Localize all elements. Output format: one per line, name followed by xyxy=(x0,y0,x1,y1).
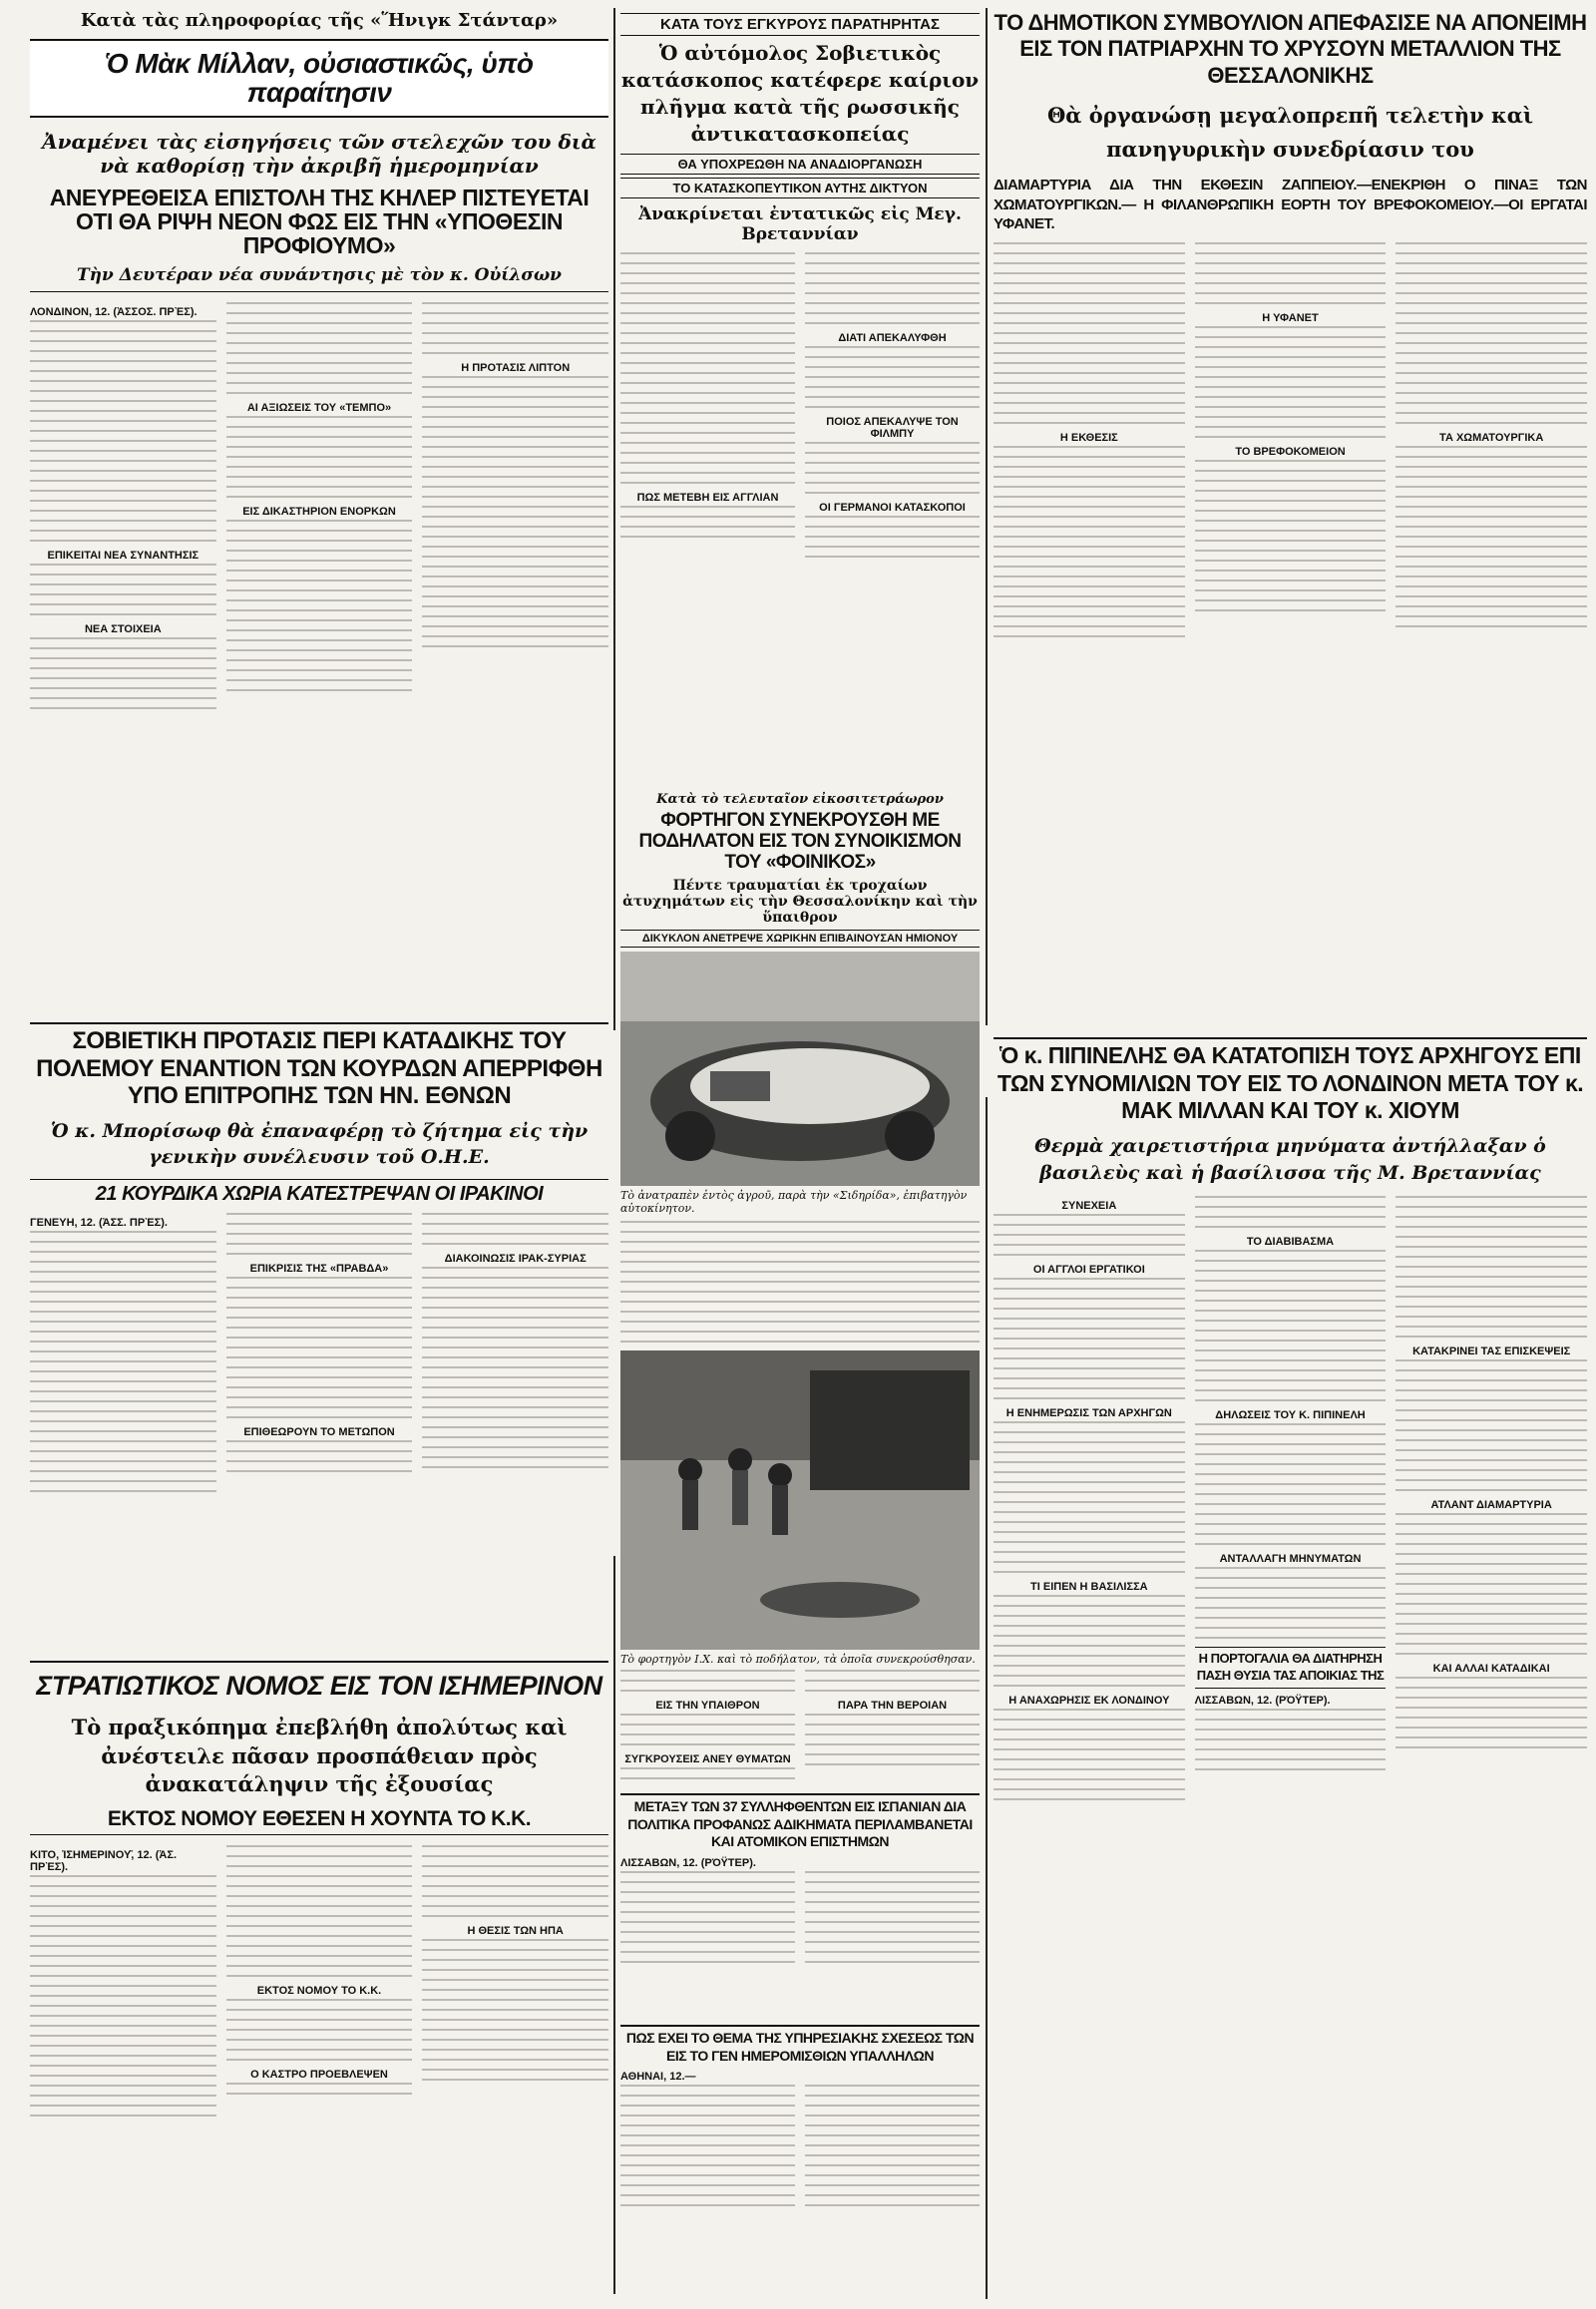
article-spy xyxy=(620,10,980,783)
article-accident xyxy=(620,788,980,1785)
headline: ΣΤΡΑΤΙΩΤΙΚΟΣ ΝΟΜΟΣ ΕΙΣ ΤΟΝ ΙΣΗΜΕΡΙΝΟΝ xyxy=(36,1671,602,1701)
section-heading: ΤΑ ΧΩΜΑΤΟΥΡΓΙΚΑ xyxy=(1439,431,1544,444)
subheadline: Θὰ ὀργανώσῃ μεγαλοπρεπῆ τελετὴν καὶ πανηγυρικὴν συνεδρίασιν του xyxy=(1046,103,1534,162)
headline: Ὁ κ. ΠΙΠΙΝΕΛΗΣ ΘΑ ΚΑΤΑΤΟΠΙΣΗ ΤΟΥΣ ΑΡΧΗΓΟΥΣ ΕΠΙ ΤΩΝ ΣΥΝΟΜΙΛΙΩΝ ΤΟΥ ΕΙΣ ΤΟ ΛΟΝΔΙΝΟΝ ΜΕΤΑ ΤΟΥ κ. ΜΑΚ ΜΙΛΛΑΝ ΚΑΙ ΤΟΥ κ. ΧΙΟΥΜ xyxy=(997,1042,1584,1124)
deck: ΔΙΚΥΚΛΟΝ ΑΝΕΤΡΕΨΕ ΧΩΡΙΚΗΝ ΕΠΙΒΑΙΝΟΥΣΑΝ ΗΜΙΟΝΟΥ xyxy=(620,930,980,948)
text-column xyxy=(620,1670,795,1785)
headline: ΤΟ ΔΗΜΟΤΙΚΟΝ ΣΥΜΒΟΥΛΙΟΝ ΑΠΕΦΑΣΙΣΕ ΝΑ ΑΠΟΝΕΙΜΗ ΕΙΣ ΤΟΝ ΠΑΤΡΙΑΡΧΗΝ ΤΟ ΧΡΥΣΟΥΝ ΜΕΤΑΛΛΙΟΝ ΤΗΣ ΘΕΣΣΑΛΟΝΙΚΗΣ xyxy=(994,10,1587,88)
dateline: ΛΟΝΔΙΝΟΝ, 12. (ἈΣΣΟΣ. ΠΡῈΣ). xyxy=(30,306,198,319)
text-column xyxy=(226,1845,413,2124)
text-column xyxy=(805,1670,980,1785)
article-body xyxy=(620,2085,980,2214)
section-heading: Η ΥΦΑΝΕΤ xyxy=(1262,311,1319,324)
section-heading: ΚΑΙ ΑΛΛΑΙ ΚΑΤΑΔΙΚΑΙ xyxy=(1432,1662,1550,1675)
deck: ΘΑ ΥΠΟΧΡΕΩΘΗ ΝΑ ΑΝΑΔΙΟΡΓΑΝΩΣΗ xyxy=(620,154,980,175)
article-body xyxy=(30,1845,608,2124)
headline-secondary: ΑΝΕΥΡΕΘΕΙΣΑ ΕΠΙΣΤΟΛΗ ΤΗΣ ΚΗΛΕΡ ΠΙΣΤΕΥΕΤΑΙ ΟΤΙ ΘΑ ΡΙΨΗ ΝΕΟΝ ΦΩΣ ΕΙΣ ΤΗΝ «ΥΠΟΘΕΣΙΝ ΠΡΟΦΙΟΥΜΟ» xyxy=(49,184,590,259)
article-body xyxy=(620,1871,980,1971)
subheadline-secondary: Τὴν Δευτέραν νέα συνάντησις μὲ τὸν κ. Οὐίλσων xyxy=(30,265,608,292)
column-rule xyxy=(986,8,988,1025)
headline: ΜΕΤΑΞΥ ΤΩΝ 37 ΣΥΛΛΗΦΘΕΝΤΩΝ ΕΙΣ ΙΣΠΑΝΙΑΝ ΔΙΑ ΠΟΛΙΤΙΚΑ ΠΡΟΦΑΝΩΣ ΑΔΙΚΗΜΑΤΑ ΠΕΡΙΛΑΜΒΑΝΕΤΑΙ ΚΑΙ ΑΤΟΜΙΚΟΝ ΕΠΙΣΤΗΜΩΝ xyxy=(627,1798,973,1849)
section-heading: ΔΙΑΚΟΙΝΩΣΙΣ ΙΡΑΚ-ΣΥΡΙΑΣ xyxy=(444,1252,587,1265)
section-heading: ΠΩΣ ΜΕΤΕΒΗ ΕΙΣ ΑΓΓΛΙΑΝ xyxy=(636,492,779,504)
subheadline: Τὸ πραξικόπημα ἐπεβλήθη ἀπολύτως καὶ ἀνέστειλε πᾶσαν προσπάθειαν πρὸς ἀνακατάληψιν τῆς ἐξουσίας xyxy=(71,1715,568,1797)
section-divider xyxy=(994,1037,1587,1039)
text-column xyxy=(1396,242,1587,645)
section-heading: ΟΙ ΓΕΡΜΑΝΟΙ ΚΑΤΑΣΚΟΠΟΙ xyxy=(819,502,966,514)
section-heading: ΕΙΣ ΔΙΚΑΣΤΗΡΙΟΝ ΕΝΟΡΚΩΝ xyxy=(242,506,396,519)
section-heading: ΕΚΤΟΣ ΝΟΜΟΥ ΤΟ Κ.Κ. xyxy=(256,1985,382,1998)
section-heading: ΣΥΝΕΧΕΙΑ xyxy=(1061,1199,1117,1212)
text-column xyxy=(1195,1196,1387,1808)
text-column xyxy=(30,1845,216,2124)
article-kicker: Κατὰ τὸ τελευταῖον εἰκοσιτετράωρον xyxy=(656,792,944,807)
section-heading: Η ΠΡΟΤΑΣΙΣ ΛΙΠΤΟΝ xyxy=(461,362,571,375)
column-rule xyxy=(613,8,615,1030)
section-heading: ΟΙ ΑΓΓΛΟΙ ΕΡΓΑΤΙΚΟΙ xyxy=(1032,1263,1145,1276)
deck: ΤΟ ΚΑΤΑΣΚΟΠΕΥΤΙΚΟΝ ΑΥΤΗΣ ΔΙΚΤΥΟΝ xyxy=(620,178,980,198)
article-patriarch xyxy=(994,10,1587,967)
subheadline: Πέντε τραυματίαι ἐκ τροχαίων ἀτυχημάτων εἰς τὴν Θεσσαλονίκην καὶ τὴν ὕπαιθρον xyxy=(622,877,978,926)
article-kicker: ΚΑΤΑ ΤΟΥΣ ΕΓΚΥΡΟΥΣ ΠΑΡΑΤΗΡΗΤΑΣ xyxy=(620,13,980,36)
section-heading: ΔΙΑΤΙ ΑΠΕΚΑΛΥΦΘΗ xyxy=(838,332,947,344)
text-column xyxy=(620,252,795,566)
section-heading: ΔΗΛΩΣΕΙΣ ΤΟΥ Κ. ΠΙΠΙΝΕΛΗ xyxy=(1215,1408,1366,1421)
article-body xyxy=(620,1670,980,1785)
text-column xyxy=(422,302,608,717)
section-heading: ΝΕΑ ΣΤΟΙΧΕΙΑ xyxy=(84,623,162,636)
text-column xyxy=(30,302,216,717)
text-column xyxy=(620,2085,795,2214)
section-heading: ΕΠΙΚΡΙΣΙΣ ΤΗΣ «ΠΡΑΒΔΑ» xyxy=(249,1262,389,1275)
dateline: ΛΙΣΣΑΒΩΝ, 12. (ΡΌΫΤΕΡ). xyxy=(620,1856,756,1869)
photo-caption: Τὸ φορτηγὸν Ι.Χ. καὶ τὸ ποδήλατον, τὰ ὁποῖα συνεκρούσθησαν. xyxy=(620,1652,976,1666)
dateline: ΛΙΣΣΑΒΩΝ, 12. (ΡΌΫΤΕΡ). xyxy=(1194,1694,1331,1707)
photo-car xyxy=(620,952,980,1186)
collision-scene-image xyxy=(620,1350,980,1650)
section-divider xyxy=(30,1022,608,1024)
article-spain xyxy=(620,1798,980,2018)
article-employees xyxy=(620,2030,980,2299)
section-divider xyxy=(30,1661,608,1663)
text-column xyxy=(805,1871,980,1971)
text-column xyxy=(994,1196,1185,1808)
subheadline: Θερμὰ χαιρετιστήρια μηνύματα ἀντήλλαξαν ὁ βασιλεὺς καὶ ἡ βασίλισσα τῆς Μ. Βρεταννίας xyxy=(1034,1134,1546,1185)
dateline: ΚΙΤΟ, ἸΣΗΜΕΡΙΝΟΥ͂, 12. (ἈΣ. ΠΡῈΣ). xyxy=(30,1849,178,1874)
column-rule xyxy=(986,1097,988,2299)
article-body xyxy=(994,242,1587,645)
section-heading: ΤΟ ΔΙΑΒΙΒΑΣΜΑ xyxy=(1246,1235,1335,1248)
headline: Ὁ αὐτόμολος Σοβιετικὸς κατάσκοπος κατέφερε καίριον πλῆγμα κατὰ τῆς ρωσσικῆς ἀντικατασκοπείας xyxy=(620,41,980,146)
section-heading: Η ΕΝΗΜΕΡΩΣΙΣ ΤΩΝ ΑΡΧΗΓΩΝ xyxy=(1005,1406,1172,1419)
section-heading: ΤΙ ΕΙΠΕΝ Η ΒΑΣΙΛΙΣΣΑ xyxy=(1030,1580,1148,1593)
article-ecuador xyxy=(30,1668,608,2301)
subheadline: Ἀναμένει τὰς εἰσηγήσεις τῶν στελεχῶν του διὰ νὰ καθορίσῃ τὴν ἀκριβῆ ἡμερομηνίαν xyxy=(42,129,597,178)
photo-caption: Τὸ ἀνατραπὲν ἐντὸς ἀγροῦ, παρὰ τὴν «Σιδηρίδα», ἐπιβατηγὸν αὐτοκίνητον. xyxy=(620,1188,968,1215)
headline: Ὁ Μὰκ Μίλλαν, οὐσιαστικῶς, ὑπὸ παραίτησιν xyxy=(30,39,608,118)
text-column xyxy=(1195,242,1387,645)
text-column xyxy=(1396,1196,1587,1808)
section-divider xyxy=(620,2025,980,2027)
headline-secondary: 21 ΚΟΥΡΔΙΚΑ ΧΩΡΙΑ ΚΑΤΕΣΤΡΕΨΑΝ ΟΙ ΙΡΑΚΙΝΟΙ xyxy=(30,1179,608,1205)
photo-truck xyxy=(620,1350,980,1650)
article-macmillan xyxy=(30,10,608,1012)
text-column xyxy=(226,1213,413,1500)
section-heading: ΕΠΙΚΕΙΤΑΙ ΝΕΑ ΣΥΝΑΝΤΗΣΙΣ xyxy=(47,550,200,563)
dateline: ΓΕΝΕΥΗ, 12. (ἈΣΣ. ΠΡῈΣ). xyxy=(30,1216,168,1229)
headline: ΣΟΒΙΕΤΙΚΗ ΠΡΟΤΑΣΙΣ ΠΕΡΙ ΚΑΤΑΔΙΚΗΣ ΤΟΥ ΠΟΛΕΜΟΥ ΕΝΑΝΤΙΟΝ ΤΩΝ ΚΟΥΡΔΩΝ ΑΠΕΡΡΙΦΘΗ ΥΠΟ ΕΠΙΤΡΟΠΗΣ ΤΩΝ ΗΝ. ΕΘΝΩΝ xyxy=(36,1027,602,1110)
section-heading: ΑΤΛΑΝΤ ΔΙΑΜΑΡΤΥΡΙΑ xyxy=(1430,1498,1552,1511)
article-kicker: Κατὰ τὰς πληροφορίας τῆς «Ἥνιγκ Στάνταρ» xyxy=(80,10,559,31)
section-heading: ΚΑΤΑΚΡΙΝΕΙ ΤΑΣ ΕΠΙΣΚΕΨΕΙΣ xyxy=(1412,1345,1571,1357)
section-heading: ΑΙ ΑΞΙΩΣΕΙΣ ΤΟΥ «ΤΕΜΠΟ» xyxy=(246,402,392,415)
article-pipinelis xyxy=(994,1042,1587,2299)
text-column xyxy=(620,1871,795,1971)
headline: Η ΠΟΡΤΟΓΑΛΙΑ ΘΑ ΔΙΑΤΗΡΗΣΗ ΠΑΣΗ ΘΥΣΙΑ ΤΑΣ ΑΠΟΙΚΙΑΣ ΤΗΣ xyxy=(1195,1647,1387,1689)
text-column xyxy=(422,1845,608,2124)
section-heading: Η ΑΝΑΧΩΡΗΣΙΣ ΕΚ ΛΟΝΔΙΝΟΥ xyxy=(1008,1694,1170,1707)
overturned-car-image xyxy=(620,952,980,1186)
subheadline: Ὁ κ. Μπορίσωφ θὰ ἐπαναφέρῃ τὸ ζήτημα εἰς τὴν γενικὴν συνέλευσιν τοῦ Ο.Η.Ε. xyxy=(50,1119,589,1169)
section-heading: Ο ΚΑΣΤΡΟ ΠΡΟΕΒΛΕΨΕΝ xyxy=(250,2069,388,2082)
text-column xyxy=(30,1213,216,1500)
section-heading: ΕΠΙΘΕΩΡΟΥΝ ΤΟ ΜΕΤΩΠΟΝ xyxy=(243,1425,395,1438)
article-body xyxy=(30,1213,608,1500)
section-heading: ΑΝΤΑΛΛΑΓΗ ΜΗΝΥΜΑΤΩΝ xyxy=(1219,1552,1362,1565)
section-divider xyxy=(620,1793,980,1795)
text-column xyxy=(805,252,980,566)
section-heading: ΣΥΓΚΡΟΥΣΕΙΣ ΑΝΕΥ ΘΥΜΑΤΩΝ xyxy=(624,1752,791,1765)
article-body xyxy=(620,252,980,566)
section-heading: ΕΙΣ ΤΗΝ ΥΠΑΙΘΡΟΝ xyxy=(655,1699,760,1712)
headline: ΠΩΣ ΕΧΕΙ ΤΟ ΘΕΜΑ ΤΗΣ ΥΠΗΡΕΣΙΑΚΗΣ ΣΧΕΣΕΩΣ ΤΩΝ ΕΙΣ ΤΟ ΓΕΝ ΗΜΕΡΟΜΙΣΘΙΩΝ ΥΠΑΛΛΗΛΩΝ xyxy=(625,2030,975,2064)
text-column xyxy=(226,302,413,717)
headline: ΦΟΡΤΗΓΟΝ ΣΥΝΕΚΡΟΥΣΘΗ ΜΕ ΠΟΔΗΛΑΤΟΝ ΕΙΣ ΤΟΝ ΣΥΝΟΙΚΙΣΜΟΝ ΤΟΥ «ΦΟΙΝΙΚΟΣ» xyxy=(638,810,962,873)
headline-secondary: ΔΙΑΜΑΡΤΥΡΙΑ ΔΙΑ ΤΗΝ ΕΚΘΕΣΙΝ ΖΑΠΠΕΙΟΥ.—ΕΝΕΚΡΙΘΗ Ο ΠΙΝΑΞ ΤΩΝ ΧΩΜΑΤΟΥΡΓΙΚΩΝ.— Η ΦΙΛΑΝΘΡΩΠΙΚΗ ΕΟΡΤΗ ΤΟΥ ΒΡΕΦΟΚΟΜΕΙΟΥ.—ΟΙ ΕΡΓΑΤΑΙ ΥΦΑΝΕΤ. xyxy=(994,177,1587,233)
article-body xyxy=(994,1196,1587,1808)
section-heading: ΤΟ ΒΡΕΦΟΚΟΜΕΙΟΝ xyxy=(1235,445,1346,458)
subheadline: Ἀνακρίνεται ἐντατικῶς εἰς Μεγ. Βρεταννίαν xyxy=(638,204,962,244)
text-column xyxy=(422,1213,608,1500)
article-kurds xyxy=(30,1027,608,1626)
section-heading: Η ΕΚΘΕΣΙΣ xyxy=(1059,431,1118,444)
text-column xyxy=(994,242,1185,645)
section-heading: ΠΑΡΑ ΤΗΝ ΒΕΡΟΙΑΝ xyxy=(837,1699,948,1712)
column-rule xyxy=(613,1556,615,2294)
section-heading: ΠΟΙΟΣ ΑΠΕΚΑΛΥΨΕ ΤΟΝ ΦΙΛΜΠΥ xyxy=(826,416,959,440)
text-column xyxy=(805,2085,980,2214)
dateline: ΑΘΗΝΑΙ, 12.— xyxy=(620,2071,696,2083)
section-heading: Η ΘΕΣΙΣ ΤΩΝ ΗΠΑ xyxy=(467,1925,564,1938)
article-body xyxy=(30,302,608,717)
headline-secondary: ΕΚΤΟΣ ΝΟΜΟΥ ΕΘΕΣΕΝ Η ΧΟΥΝΤΑ ΤΟ Κ.Κ. xyxy=(30,1808,608,1835)
